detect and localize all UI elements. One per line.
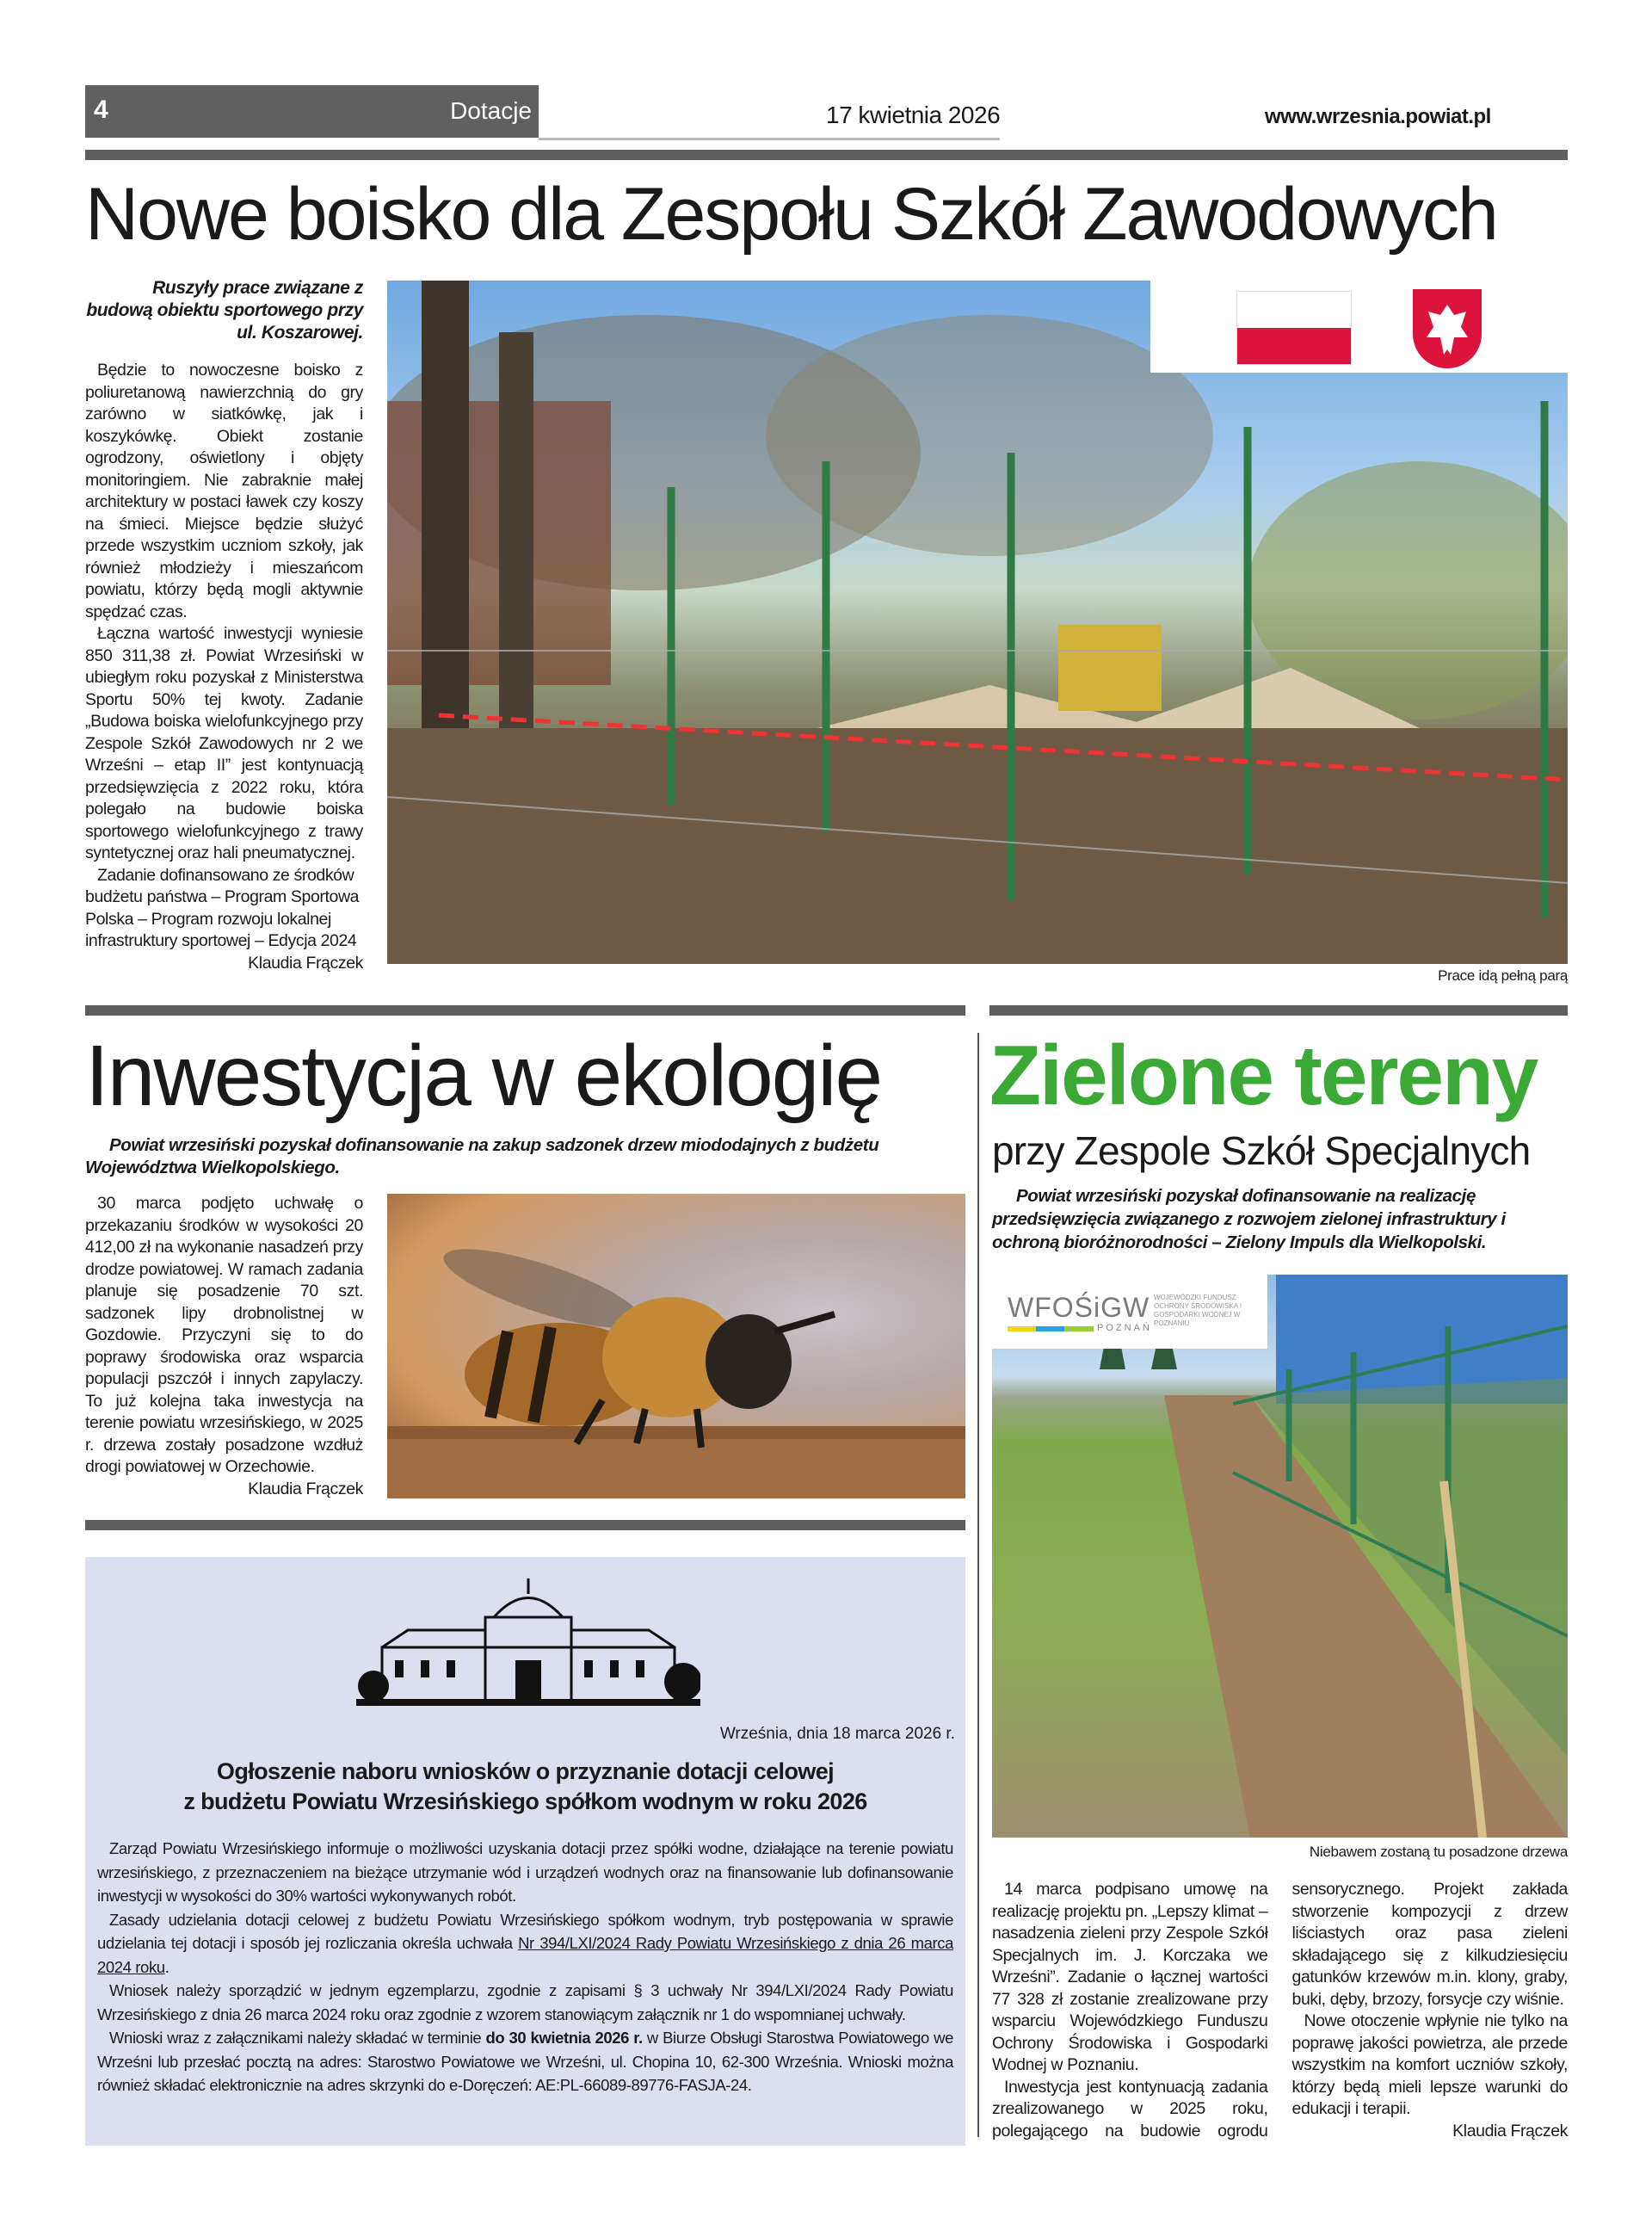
divider (85, 150, 1568, 160)
divider (539, 138, 1000, 140)
section-bar (85, 85, 539, 138)
text: Zasady udzielania dotacji celowej z budżetu Powiatu Wrzesińskiego spółkom wodnym, tryb postępowania w sprawie udzielania tej dotacji i sposób jej rozliczania określa uchwała (97, 1910, 953, 1952)
bee-photo (387, 1194, 965, 1498)
article-lead: Powiat wrzesiński pozyskał dofinansowanie na zakup sadzonek drzew miododajnych z budżetu Województwa Wielkopolskiego. (85, 1135, 879, 1177)
article-lead: Powiat wrzesiński pozyskał dofinansowanie na realizację przedsięwzięcia związanego z rozwojem zielonej infrastruktury i ochroną bioróżnorodności – Zielony Impuls dla Wielkopolski. (992, 1186, 1506, 1252)
construction-photo (387, 281, 1568, 964)
column-separator (977, 1033, 979, 2137)
author: Klaudia Frączek (248, 953, 363, 973)
article-title: Inwestycja w ekologię (85, 1028, 882, 1124)
paragraph: 14 marca podpisano umowę na realizację projektu pn. „Lepszy klimat – nasadzenia zieleni przy Zespole Szkół Specjalnych im. J. Korczaka we Wrześni”. Zadanie o łącznej wartości 77 328 zł zostanie zrealizowane przy wsparciu Wojewódzkiego Funduszu Ochrony Środowiska i Gospodarki Wodnej w Poznaniu. (992, 1880, 1268, 2074)
photo-caption: Prace idą pełną parą (1438, 967, 1568, 984)
article-text (85, 277, 363, 974)
article-title: Zielone tereny (989, 1028, 1538, 1122)
paragraph: Wniosek należy sporządzić w jednym egzemplarzu, zgodnie z zapisami § 3 uchwały Nr 394/LXI/2024 Rady Powiatu Wrzesińskiego z dnia 26 marca 2024 roku oraz zgodnie z wzorem stanowiącym załącznik nr 1 do wspomnianej uchwały. (97, 1981, 953, 2023)
paragraph (97, 1908, 953, 1980)
poland-flag-icon (1236, 291, 1352, 365)
announcement-title (85, 1757, 965, 1817)
announcement-text (97, 1837, 953, 2097)
announcement-box (85, 1557, 965, 2146)
divider (85, 1005, 965, 1016)
paragraph: Będzie to nowoczesne boisko z poliuretanową nawierzchnią do gry zarówno w siatkówkę, jak i koszykówkę. Obiekt zostanie ogrodzony, oświetlony i objęty monitoringiem. Nie zabraknie małej architektury w postaci ławek czy koszy na śmieci. Miejsce będzie służyć przede wszystkim uczniom szkoły, jak również młodzieży i mieszańcom powiatu, którzy będą mogli aktywnie spędzać czas. (85, 361, 363, 621)
wfosigw-logo (992, 1275, 1267, 1349)
article-title: Nowe boisko dla Zespołu Szkół Zawodowych (85, 173, 1497, 256)
logo-full-name: WOJEWÓDZKI FUNDUSZ OCHRONY ŚRODOWISKA I GOSPODARKI WODNEJ W POZNANIU (1154, 1294, 1242, 1327)
deadline: do 30 kwietnia 2026 r. (485, 2029, 643, 2047)
page-number: 4 (94, 96, 108, 124)
article-text (85, 1193, 363, 1500)
announcement-date: Września, dnia 18 marca 2026 r. (719, 1725, 955, 1743)
coat-of-arms-eagle-icon (1413, 289, 1482, 368)
author: Klaudia Frączek (1452, 2121, 1568, 2140)
logo-stripe (1008, 1326, 1094, 1331)
photo-caption: Niebawem zostaną tu posadzone drzewa (1309, 1844, 1568, 1860)
resolution-link[interactable]: Nr 394/LXI/2024 Rady Powiatu Wrzesińskiego z dnia 26 marca 2024 roku (97, 1934, 953, 1976)
flags-panel (1150, 281, 1568, 373)
title-line: Ogłoszenie naboru wniosków o przyznanie dotacji celowej (216, 1758, 835, 1784)
text: . (164, 1957, 170, 1976)
paragraph (97, 2026, 953, 2097)
author: Klaudia Frączek (248, 1479, 363, 1498)
logo-name: WFOŚiGW (1008, 1292, 1150, 1323)
article-subtitle: przy Zespole Szkół Specjalnych (992, 1128, 1531, 1173)
paragraph: Nowe otoczenie wpłynie nie tylko na poprawę jakości powietrza, ale przede wszystkim na komfort uczniów szkoły, którzy będą mieli lepsze warunki do edukacji i terapii. (1291, 2011, 1568, 2118)
paragraph: Zadanie dofinansowano ze środków budżetu państwa – Program Sportowa Polska – Program rozwoju lokalnej infrastruktury sportowej – Edycja 2024 (85, 865, 360, 950)
divider (989, 1005, 1568, 1016)
section-name: Dotacje (450, 97, 532, 124)
issue-date: 17 kwietnia 2026 (826, 102, 1001, 128)
green-area-photo (992, 1275, 1568, 1838)
logo-city: POZNAŃ (1097, 1323, 1152, 1333)
article-text (992, 1879, 1568, 2142)
paragraph: 30 marca podjęto uchwałę o przekazaniu środków w wysokości 20 412,00 zł na wykonanie nasadzeń przy drodze powiatowej. W ramach zadania planuje się posadzenie 70 szt. sadzonek lipy drobnolistnej w Gozdowie. Przyczyni się to do poprawy środowiska oraz wsparcia populacji pszczół i innych zapylaczy. To już kolejna taka inwestycja na terenie powiatu wrzesińskiego, w 2025 r. drzewa zostały posadzone wzdłuż drogi powiatowej w Orzechowie. (85, 1194, 363, 1476)
paragraph: Łączna wartość inwestycji wyniesie 850 311,38 zł. Powiat Wrzesiński w ubiegłym roku pozyskał z Ministerstwa Sportu 50% tej kwoty. Zadanie „Budowa boiska wielofunkcyjnego przy Zespole Szkół Zawodowych nr 2 we Wrześni – etap II” jest kontynuacją przedsięwzięcia z 2022 roku, która polegało na budowie boiska sportowego wielofunkcyjnego z trawy syntetycznej oraz hali pneumatycznej. (85, 624, 363, 862)
starostwo-building-icon (356, 1578, 700, 1712)
paragraph: Inwestycja jest kontynuacją zadania zrealizowanego w 2025 roku, polegającego na budowie ogrodu sensorycznego. Projekt zakłada stworzenie kompozycji z drzew liściastych oraz pasa zieleni składającego się z kilkudziesięciu gatunków krzewów m.in. klony, graby, buki, dęby, brzozy, forsycje czy wiśnie. (992, 1880, 1568, 2140)
title-line: z budżetu Powiatu Wrzesińskiego spółkom wodnym w roku 2026 (183, 1788, 867, 1814)
text: Wnioski wraz z załącznikami należy składać w terminie (109, 2029, 486, 2047)
site-url[interactable]: www.wrzesnia.powiat.pl (1265, 105, 1491, 128)
text: w Biurze Obsługi Starostwa Powiatowego we Wrześni lub przesłać pocztą na adres: Starostwo Powiatowe we Wrześni, ul. Chopina 10, 62-300 Września. Wnioski można również składać elektronicznie na adres skrzynki do e-Doręczeń: AE:PL-66089-89776-FASJA-24. (97, 2029, 953, 2094)
paragraph: Zarząd Powiatu Wrzesińskiego informuje o możliwości uzyskania dotacji przez spółki wodne, działające na terenie powiatu wrzesińskiego, z przeznaczeniem na bieżące utrzymanie wód i urządzeń wodnych oraz na finansowanie lub dofinansowanie inwestycji w wysokości do 30% wartości wykonywanych robót. (97, 1839, 953, 1905)
article-lead: Ruszyły prace związane z budową obiektu sportowego przy ul. Koszarowej. (86, 278, 363, 343)
divider (85, 1520, 965, 1530)
